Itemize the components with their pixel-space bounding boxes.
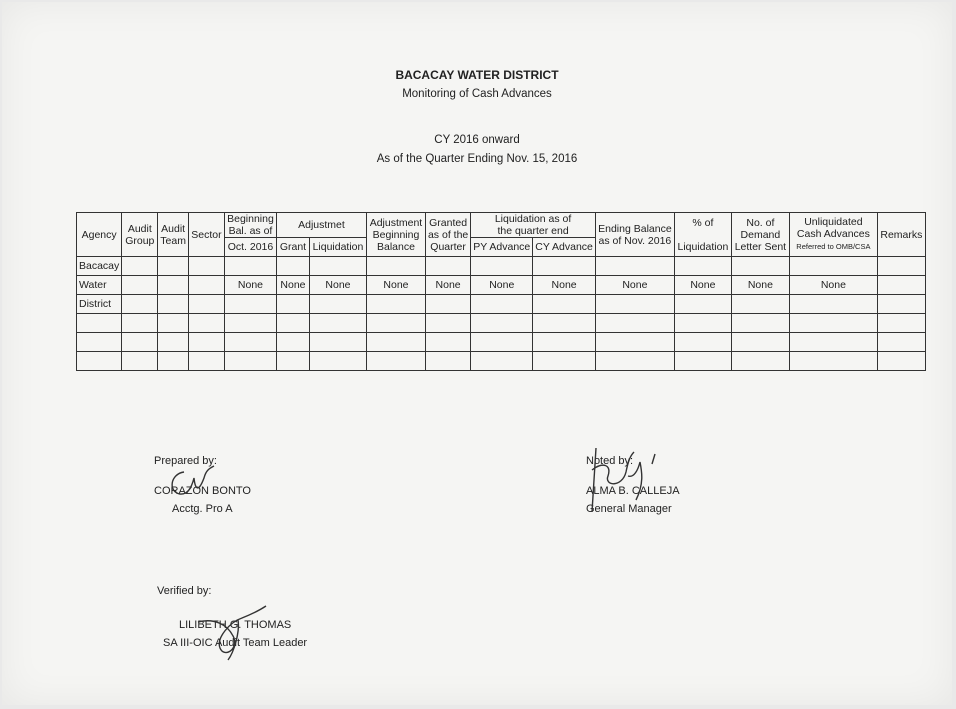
verified-label: Verified by: [157, 585, 212, 597]
col-remarks: Remarks [877, 213, 925, 257]
col-beginning-date: Oct. 2016 [224, 238, 276, 257]
col-liquidation: Liquidation [309, 238, 366, 257]
organization-name: BACACAY WATER DISTRICT [395, 68, 559, 82]
verified-title: SA III-OIC Audit Team Leader [163, 637, 308, 649]
col-cy-advance: CY Advance [533, 238, 596, 257]
signature-prepared [162, 464, 222, 504]
table-row [77, 295, 926, 314]
verified-name: LILIBETH G. THOMAS [179, 619, 292, 631]
table-row [77, 333, 926, 352]
col-liquidation-quarter: Liquidation as of the quarter end [471, 213, 596, 238]
noted-name: ALMA B. CALLEJA [586, 485, 680, 497]
table-row [77, 314, 926, 333]
col-agency: Agency [77, 213, 122, 257]
col-adjusted-beginning: Adjustment Beginning Balance [366, 213, 425, 257]
cash-advance-table [76, 212, 926, 371]
agency-cell: Bacacay [77, 257, 122, 276]
col-adjustment: Adjustmet [276, 213, 366, 238]
col-beginning-balance: Beginning Bal. as of [224, 213, 276, 238]
signature-verified [194, 604, 274, 664]
value-cell: None [731, 276, 789, 295]
col-unliquidated: Unliquidated Cash Advances Referred to OMB/CSA [789, 213, 877, 257]
signature-noted [582, 442, 672, 520]
table-row [77, 276, 926, 295]
col-percent-liquidation: % of Liquidation [674, 213, 731, 257]
value-cell: None [276, 276, 309, 295]
table-row [77, 257, 926, 276]
col-granted: Granted as of the Quarter [425, 213, 470, 257]
col-demand-letters: No. of Demand Letter Sent [731, 213, 789, 257]
value-cell: None [533, 276, 596, 295]
noted-title: General Manager [586, 503, 672, 515]
value-cell: None [674, 276, 731, 295]
col-audit-group: Audit Group [122, 213, 158, 257]
prepared-name: CORAZON BONTO [154, 485, 251, 497]
value-cell: None [595, 276, 674, 295]
prepared-label: Prepared by: [154, 455, 217, 467]
agency-cell: Water [77, 276, 122, 295]
prepared-title: Acctg. Pro A [172, 503, 233, 515]
value-cell: None [366, 276, 425, 295]
noted-label: Noted by: [586, 455, 634, 467]
document-subtitle: Monitoring of Cash Advances [402, 88, 552, 100]
col-ending-balance: Ending Balance as of Nov. 2016 [595, 213, 674, 257]
table-row [77, 352, 926, 371]
value-cell: None [224, 276, 276, 295]
value-cell: None [309, 276, 366, 295]
agency-cell: District [77, 295, 122, 314]
col-audit-team: Audit Team [158, 213, 189, 257]
value-cell: None [471, 276, 533, 295]
col-grant: Grant [276, 238, 309, 257]
value-cell: None [789, 276, 877, 295]
as-of-label: As of the Quarter Ending Nov. 15, 2016 [376, 153, 578, 165]
period-label: CY 2016 onward [434, 134, 520, 146]
col-py-advance: PY Advance [471, 238, 533, 257]
document-page [2, 2, 952, 705]
col-sector: Sector [188, 213, 224, 257]
value-cell: None [425, 276, 470, 295]
